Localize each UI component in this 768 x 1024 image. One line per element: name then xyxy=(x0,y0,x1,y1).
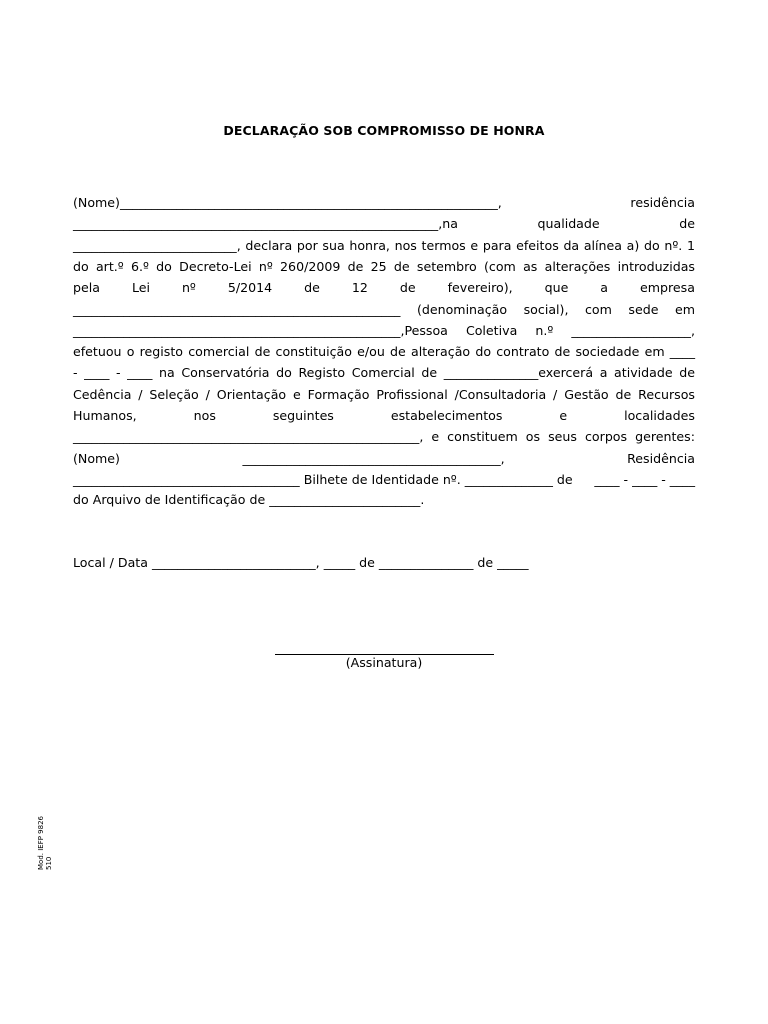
body-line xyxy=(73,450,695,468)
body-line-segment: 5/2014 xyxy=(227,280,273,296)
body-line-segment: em xyxy=(674,301,695,317)
body-line-segment: ____________________________________________________ xyxy=(73,301,401,317)
body-line-segment: do art.º 6.º do Decreto-Lei nº 260/2009 de 25 de setembro (com as alterações introduzidas xyxy=(73,258,695,274)
body-line-segment: que xyxy=(544,280,569,296)
body-line-segment: (denominação xyxy=(416,301,508,317)
form-code-line-2: 510 xyxy=(45,856,53,870)
body-line-segment: de xyxy=(304,280,320,296)
body-line-segment: pela xyxy=(73,280,100,296)
body-line-segment: fevereiro), xyxy=(447,280,513,296)
body-line xyxy=(73,194,695,212)
body-line xyxy=(73,386,695,404)
body-line-segment: Humanos, xyxy=(73,408,137,423)
body-line-segment: ____________________________________________________,Pessoa xyxy=(73,322,448,338)
body-line-segment: Lei xyxy=(131,280,150,296)
body-line-segment: ___________________, xyxy=(571,322,695,338)
signature-label: (Assinatura) xyxy=(345,655,423,670)
body-line xyxy=(73,279,695,297)
body-line-segment: estabelecimentos xyxy=(390,408,503,423)
body-line-segment: qualidade xyxy=(537,216,600,232)
body-line-segment: (Nome)____________________________________________________________, xyxy=(73,195,502,210)
body-line-segment: com xyxy=(584,301,612,317)
body-line-segment: de xyxy=(399,280,416,296)
body-line xyxy=(73,301,695,319)
body-line xyxy=(73,322,695,340)
body-line xyxy=(73,471,695,489)
body-line-segment: n.º xyxy=(535,322,554,338)
form-code xyxy=(37,816,53,870)
body-line-segment: Cedência / Seleção / Orientação e Formação Profissional /Consultadoria / Gestão de Recursos xyxy=(73,386,695,402)
body-line xyxy=(73,407,695,425)
page-title: DECLARAÇÃO SOB COMPROMISSO DE HONRA xyxy=(223,123,545,138)
body-line xyxy=(73,215,695,233)
body-line xyxy=(73,428,695,446)
body-line-segment: sede xyxy=(628,301,659,317)
body-line-segment: nos xyxy=(193,408,216,423)
form-code-line-1: Mod. IEFP 9826 xyxy=(37,816,45,870)
body-line-segment: __________________________________________________________,na xyxy=(73,216,458,232)
body-line-segment: ____________________________________ Bilhete de Identidade nº. ______________ de xyxy=(73,471,573,487)
body-line-segment: de xyxy=(679,216,695,232)
body-line-segment: residência xyxy=(630,195,695,210)
body-line-segment: social), xyxy=(523,301,569,317)
body-line-segment: (Nome) xyxy=(73,450,120,466)
body-line-segment: _______________________________________________________, e constituem os seus corpos gerentes: xyxy=(73,429,695,445)
body-line-segment: nº xyxy=(181,280,196,296)
local-data-line: Local / Data __________________________, _____ de _______________ de _____ xyxy=(73,555,529,570)
body-line-segment: __________________________, declara por sua honra, nos termos e para efeitos da alínea a) do nº. 1 xyxy=(73,237,695,253)
body-line xyxy=(73,258,695,276)
body-line-segment: efetuou o registo comercial de constituição e/ou de alteração do contrato de sociedade em ____ xyxy=(73,344,695,360)
body-line-segment: _________________________________________, xyxy=(242,450,505,466)
body-line xyxy=(73,343,695,361)
body-line-segment: - ____ - ____ na Conservatória do Registo Comercial de _______________exercerá a atividade de xyxy=(73,365,695,381)
body-line xyxy=(73,237,695,255)
body-line-segment: 12 xyxy=(351,280,368,296)
body-line-segment: e xyxy=(559,408,568,423)
body-line-segment: empresa xyxy=(639,280,695,296)
body-line-segment: localidades xyxy=(624,408,695,423)
body-line-segment: Residência xyxy=(627,450,695,466)
body-line-segment: Coletiva xyxy=(465,322,518,338)
last-body-line: do Arquivo de Identificação de ________________________. xyxy=(73,492,425,507)
body-line-segment: seguintes xyxy=(272,408,334,423)
body-line-segment: a xyxy=(600,280,609,296)
body-line xyxy=(73,364,695,382)
body-line-segment: ____ - ____ - ____ xyxy=(594,471,695,487)
